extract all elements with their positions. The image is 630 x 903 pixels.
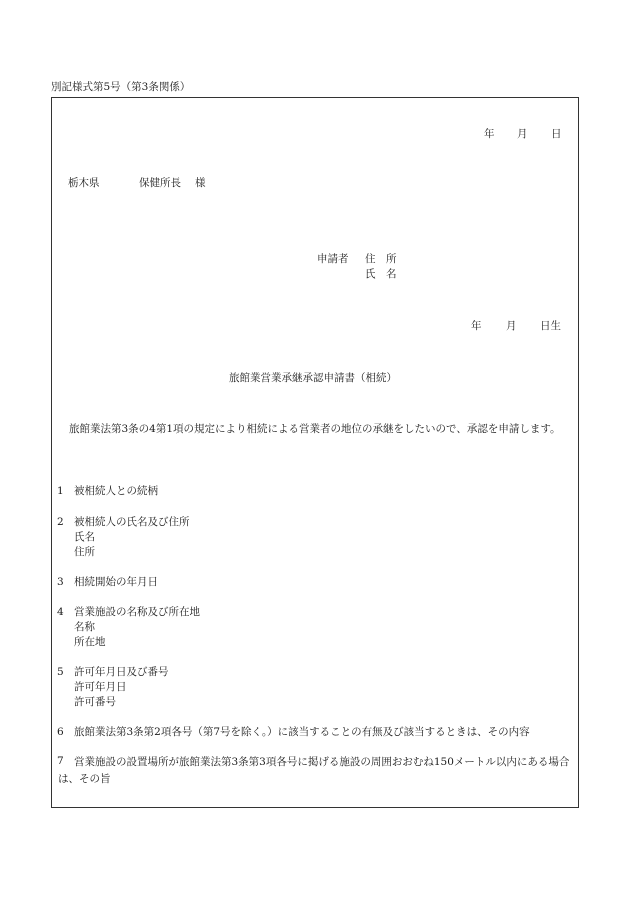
addressee-office: 保健所長 [139,177,181,189]
birth-day: 日生 [540,320,561,332]
addressee-prefecture: 栃木県 [68,177,100,189]
addressee-honorific: 様 [195,177,206,189]
list-item-number: 6 [57,726,64,738]
birth-year: 年 [471,320,482,332]
applicant-name-label: 氏 名 [365,268,397,280]
document-title: 旅館業営業承継承認申請書（相続） [229,372,397,384]
list-item-sub: 許可年月日 [74,681,127,693]
form-frame [51,97,579,808]
date-year: 年 [484,128,495,140]
list-item-sub: 許可番号 [74,696,116,708]
list-item-number: 7 [57,755,64,767]
applicant-label: 申請者 [317,253,349,265]
list-item-sub: 名称 [74,621,95,633]
form-label: 別記様式第5号（第3条関係） [51,81,191,93]
list-item-number: 4 [57,606,64,618]
list-item-sub: 住所 [74,546,95,558]
list-item-sub: 所在地 [74,636,106,648]
applicant-address-label: 住 所 [365,253,397,265]
list-item-number: 2 [57,516,64,528]
list-item-number: 3 [57,576,64,588]
list-item-label: 旅館業法第3条第2項各号（第7号を除く。）に該当することの有無及び該当するときは、その内容 [74,726,530,738]
list-item-label: 営業施設の設置場所が旅館業法第3条第3項各号に掲げる施設の周囲おおむね150メートル以内にある場合は、その旨 [58,756,570,785]
body-paragraph: 旅館業法第3条の4第1項の規定により相続による営業者の地位の承継をしたいので、承認を申請します。 [69,423,561,435]
date-day: 日 [551,128,562,140]
list-item-label: 相続開始の年月日 [74,576,158,588]
date-month: 月 [517,128,528,140]
list-item-number: 5 [57,666,64,678]
list-item-label: 営業施設の名称及び所在地 [74,606,200,618]
list-item-number: 1 [57,485,64,497]
list-item-label: 被相続人との続柄 [74,485,158,497]
list-item-sub: 氏名 [74,531,95,543]
list-item-label: 被相続人の氏名及び住所 [74,516,190,528]
birth-month: 月 [506,320,517,332]
list-item-label: 許可年月日及び番号 [74,666,169,678]
